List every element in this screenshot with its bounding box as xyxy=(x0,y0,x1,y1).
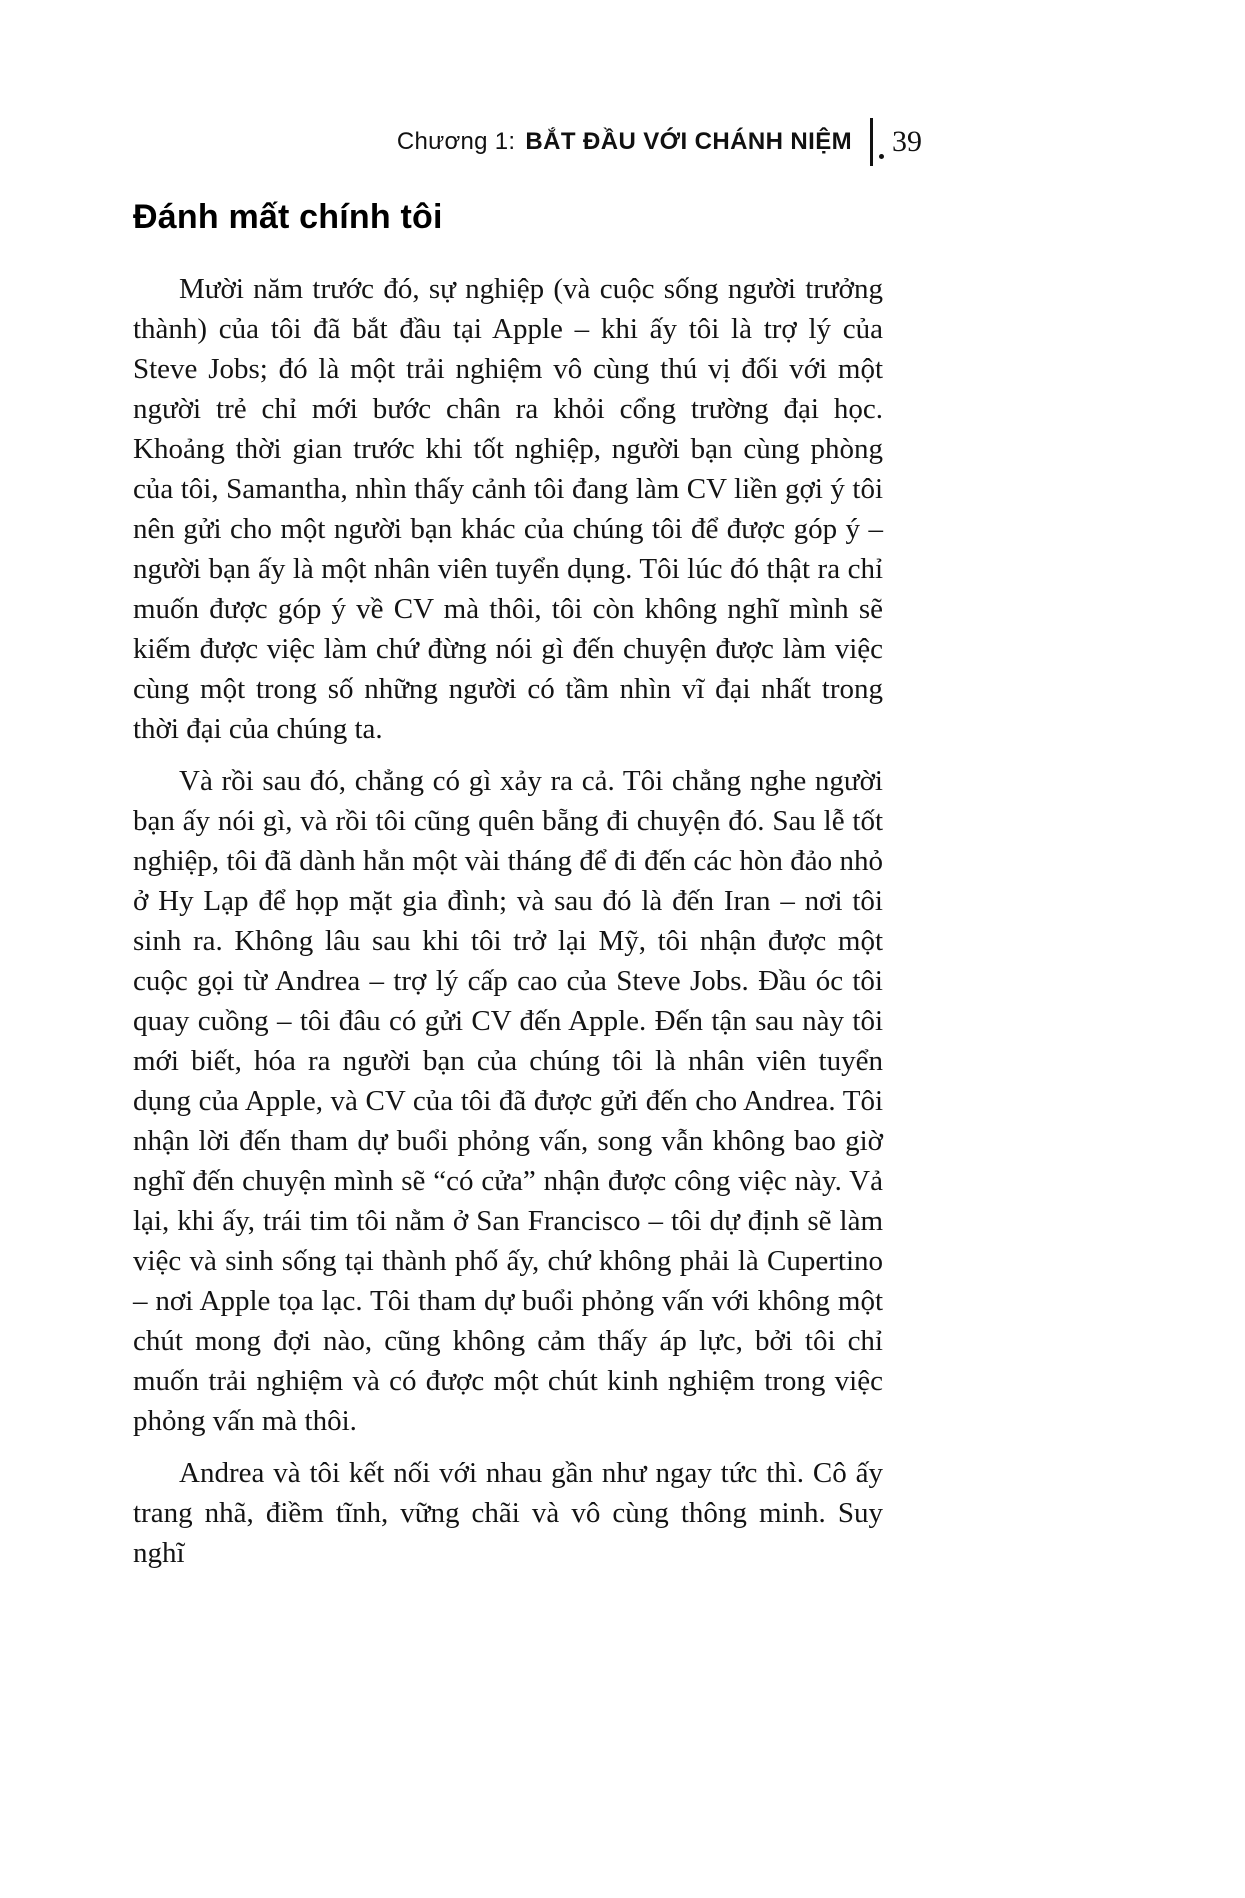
body-paragraph-1: Mười năm trước đó, sự nghiệp (và cuộc sống người trưởng thành) của tôi đã bắt đầu tại Apple – khi ấy tôi là trợ lý của Steve Jobs; đó là một trải nghiệm vô cùng thú vị đối với một người trẻ chỉ mới bước chân ra khỏi cổng trường đại học. Khoảng thời gian trước khi tốt nghiệp, người bạn cùng phòng của tôi, Samantha, nhìn thấy cảnh tôi đang làm CV liền gợi ý tôi nên gửi cho một người bạn khác của chúng tôi để được góp ý – người bạn ấy là một nhân viên tuyển dụng. Tôi lúc đó thật ra chỉ muốn được góp ý về CV mà thôi, tôi còn không nghĩ mình sẽ kiếm được việc làm chứ đừng nói gì đến chuyện được làm việc cùng một trong số những người có tầm nhìn vĩ đại nhất trong thời đại của chúng ta. xyxy=(133,273,883,745)
header-dot xyxy=(879,154,884,159)
page-number: 39 xyxy=(892,125,922,158)
chapter-title: BẮT ĐẦU VỚI CHÁNH NIỆM xyxy=(525,128,852,155)
header-divider xyxy=(870,118,873,166)
chapter-label: Chương 1: xyxy=(396,128,516,155)
running-header xyxy=(397,118,922,166)
page-content xyxy=(133,198,883,1585)
body-paragraph-2: Và rồi sau đó, chẳng có gì xảy ra cả. Tôi chẳng nghe người bạn ấy nói gì, và rồi tôi cũng quên bẵng đi chuyện đó. Sau lễ tốt nghiệp, tôi đã dành hẳn một vài tháng để đi đến các hòn đảo nhỏ ở Hy Lạp để họp mặt gia đình; và sau đó là đến Iran – nơi tôi sinh ra. Không lâu sau khi tôi trở lại Mỹ, tôi nhận được một cuộc gọi từ Andrea – trợ lý cấp cao của Steve Jobs. Đầu óc tôi quay cuồng – tôi đâu có gửi CV đến Apple. Đến tận sau này tôi mới biết, hóa ra người bạn của chúng tôi là nhân viên tuyển dụng của Apple, và CV của tôi đã được gửi đến cho Andrea. Tôi nhận lời đến tham dự buổi phỏng vấn, song vẫn không bao giờ nghĩ đến chuyện mình sẽ “có cửa” nhận được công việc này. Vả lại, khi ấy, trái tim tôi nằm ở San Francisco – tôi dự định sẽ làm việc và sinh sống tại thành phố ấy, chứ không phải là Cupertino – nơi Apple tọa lạc. Tôi tham dự buổi phỏng vấn với không một chút mong đợi nào, cũng không cảm thấy áp lực, bởi tôi chỉ muốn trải nghiệm và có được một chút kinh nghiệm trong việc phỏng vấn mà thôi. xyxy=(133,765,883,1437)
body-text xyxy=(133,269,883,1573)
section-title: Đánh mất chính tôi xyxy=(133,198,443,236)
body-paragraph-3: Andrea và tôi kết nối với nhau gần như ngay tức thì. Cô ấy trang nhã, điềm tĩnh, vững chãi và vô cùng thông minh. Suy nghĩ xyxy=(133,1457,883,1569)
